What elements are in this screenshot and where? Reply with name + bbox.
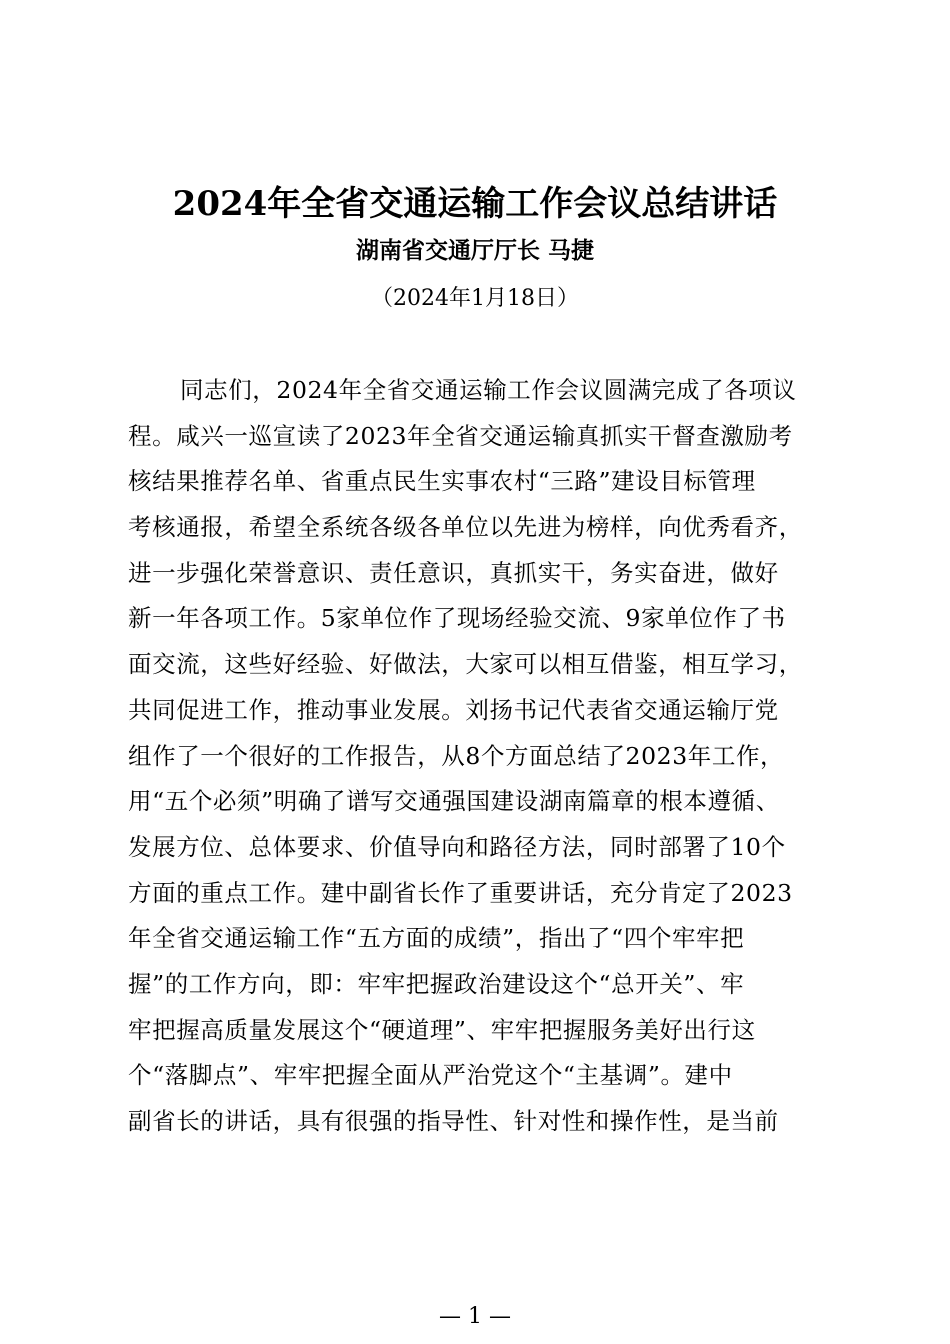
- body-line: 新一年各项工作。5家单位作了现场经验交流、9家单位作了书: [128, 604, 786, 633]
- page-number: — 1 —: [439, 1304, 511, 1329]
- body-line: 牢把握高质量发展这个“硬道理”、牢牢把握服务美好出行这: [128, 1015, 756, 1044]
- body-line: 核结果推荐名单、省重点民生实事农村“三路”建设目标管理: [128, 467, 756, 496]
- document-author: 湖南省交通厅厅长 马捷: [355, 237, 594, 264]
- body-line: 进一步强化荣誉意识、责任意识，真抓实干，务实奋进，做好: [128, 558, 779, 587]
- body-line: 共同促进工作，推动事业发展。刘扬书记代表省交通运输厅党: [128, 695, 779, 724]
- document-body: [128, 368, 843, 1145]
- body-line: 同志们，2024年全省交通运输工作会议圆满完成了各项议: [180, 376, 797, 404]
- body-line: 副省长的讲话，具有很强的指导性、针对性和操作性，是当前: [128, 1107, 779, 1135]
- body-line: 年全省交通运输工作“五方面的成绩”，指出了“四个牢牢把: [128, 924, 745, 953]
- body-line: 用“五个必须”明确了谱写交通强国建设湖南篇章的根本遵循、: [128, 787, 780, 816]
- body-line: 组作了一个很好的工作报告，从8个方面总结了2023年工作，: [128, 741, 785, 770]
- document-date: （2024年1月18日）: [371, 286, 579, 311]
- body-line: 个“落脚点”、牢牢把握全面从严治党这个“主基调”。建中: [128, 1061, 733, 1090]
- body-line: 面交流，这些好经验、好做法，大家可以相互借鉴，相互学习，: [128, 650, 803, 679]
- body-line: 程。咸兴一巡宣读了2023年全省交通运输真抓实干督查激励考: [128, 421, 793, 450]
- body-line: 发展方位、总体要求、价值导向和路径方法，同时部署了10个: [128, 832, 786, 861]
- body-line: 方面的重点工作。建中副省长作了重要讲话，充分肯定了2023: [128, 878, 793, 907]
- body-line: 握”的工作方向，即：牢牢把握政治建设这个“总开关”、牢: [128, 969, 745, 998]
- body-line: 考核通报，希望全系统各级各单位以先进为榜样，向优秀看齐，: [128, 513, 803, 542]
- document-title: 2024年全省交通运输工作会议总结讲话: [172, 184, 778, 224]
